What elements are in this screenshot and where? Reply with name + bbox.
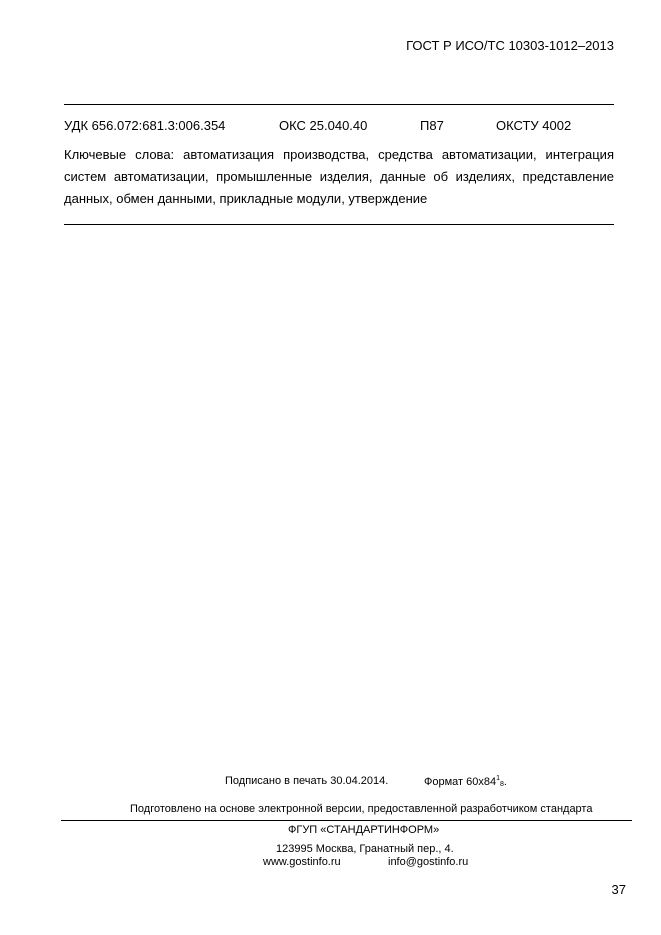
udk-code: УДК 656.072:681.3:006.354 [64, 118, 226, 133]
top-divider [64, 104, 614, 105]
format-end: . [503, 776, 507, 788]
publisher-email: info@gostinfo.ru [388, 856, 469, 868]
page-number: 37 [611, 882, 626, 897]
publisher-address: 123995 Москва, Гранатный пер., 4. [276, 843, 454, 855]
okstu-code: ОКСТУ 4002 [496, 118, 572, 133]
oks-code: ОКС 25.040.40 [279, 118, 368, 133]
format-denominator: 8 [500, 781, 504, 788]
publisher-website: www.gostinfo.ru [263, 856, 341, 868]
keywords-text: автоматизация производства, средства автоматизации, интеграция систем автоматизации, промышленные изделия, данные об изделиях, представление данных, обмен данными, прикладные модули, утверждение [64, 147, 614, 206]
keywords-label: Ключевые слова: [64, 147, 175, 162]
format-label: Формат 60x84 [424, 776, 497, 788]
keywords-divider [64, 224, 614, 225]
imprint-divider [61, 820, 632, 821]
format-numerator: 1 [496, 775, 501, 782]
paper-format [424, 775, 507, 788]
publisher-name: ФГУП «СТАНДАРТИНФОРМ» [288, 824, 440, 836]
standard-code: ГОСТ Р ИСО/ТС 10303-1012–2013 [406, 38, 614, 53]
prepared-note: Подготовлено на основе электронной версии, предоставленной разработчиком стандарта [130, 803, 593, 815]
p-code: П87 [420, 118, 444, 133]
signed-date: Подписано в печать 30.04.2014. [225, 775, 389, 787]
keywords-paragraph [64, 144, 614, 210]
